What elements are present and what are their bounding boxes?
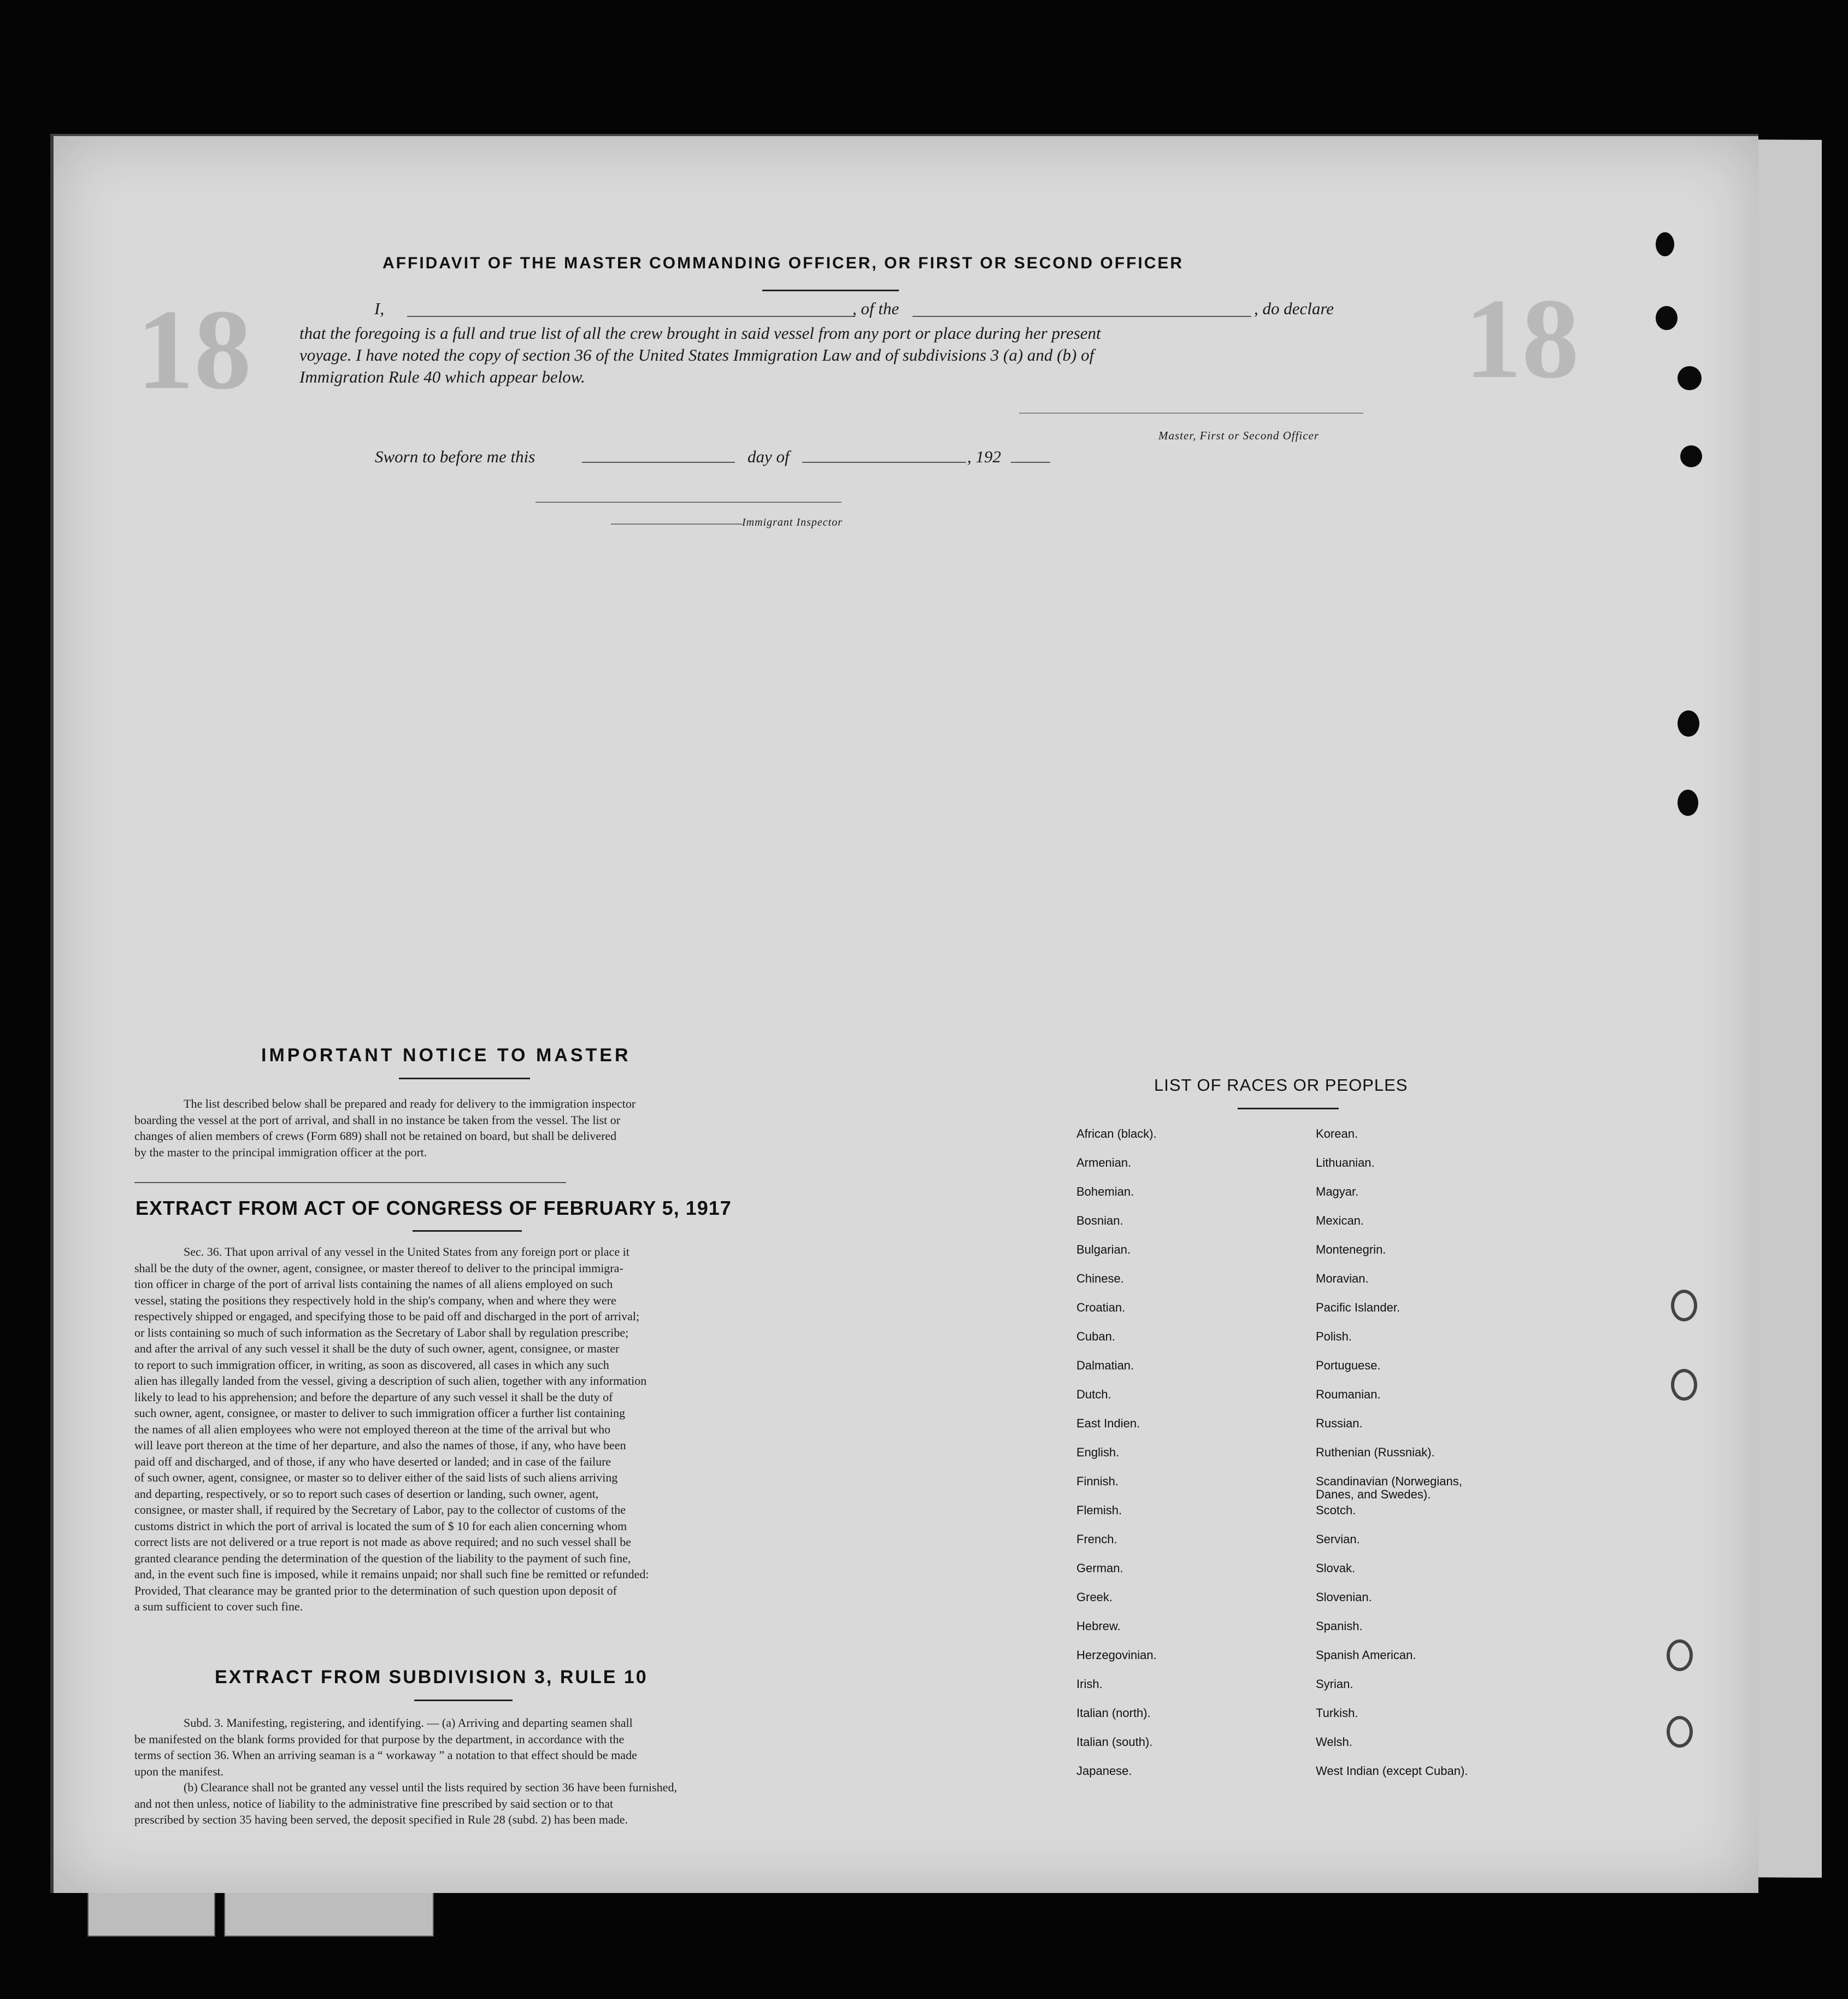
inspector-signature-field[interactable] <box>535 502 841 503</box>
race-item: Italian (south). <box>1076 1735 1153 1749</box>
race-item: Moravian. <box>1316 1272 1369 1285</box>
sworn-label: Sworn to before me this <box>375 447 535 466</box>
race-item: Bosnian. <box>1076 1214 1123 1227</box>
day-of-label: day of <box>748 447 790 466</box>
affidavit-statement-line: Immigration Rule 40 which appear below. <box>299 367 585 386</box>
extract-act-line: to report to such immigration officer, in writing, as soon as discovered, all cases in which any such <box>134 1357 609 1372</box>
master-signature-label: Master, First or Second Officer <box>1158 429 1320 442</box>
race-item: Lithuanian. <box>1316 1156 1375 1169</box>
extract-rule-underline <box>414 1700 513 1701</box>
extract-act-line: and after the arrival of any such vessel it shall be the duty of such owner, agent, consignee, or master <box>134 1342 620 1355</box>
race-item: Korean. <box>1316 1127 1358 1140</box>
race-item: Spanish American. <box>1316 1648 1416 1662</box>
race-item: English. <box>1076 1445 1120 1459</box>
race-item: Ruthenian (Russniak). <box>1316 1445 1435 1459</box>
extract-act-line: and departing, respectively, or so to report such cases of desertion or landing, such owner, agent, <box>134 1486 599 1501</box>
extract-act-line: and, in the event such fine is imposed, while it remains unpaid; nor shall such fine be remitted or refunded: <box>134 1567 649 1581</box>
notice-line: boarding the vessel at the port of arrival, and shall in no instance be taken from the vessel. The list or <box>134 1113 621 1127</box>
affidavit-statement-line: that the foregoing is a full and true list of all the crew brought in said vessel from any port or place during her present <box>299 324 1101 343</box>
notice-text <box>134 1096 786 1160</box>
race-item: Cuban. <box>1076 1330 1115 1343</box>
extract-rule-title: EXTRACT FROM SUBDIVISION 3, RULE 10 <box>215 1667 648 1688</box>
extract-act-line: paid off and discharged, and of those, if any who have deserted or landed; and in case of the failure <box>134 1454 611 1468</box>
sheet-number-right-stamp: 18 <box>1464 275 1579 402</box>
race-item: African (black). <box>1076 1127 1157 1140</box>
race-item: Armenian. <box>1076 1156 1132 1169</box>
extract-act-line: alien has illegally landed from the vessel, giving a description of such alien, together with any information <box>134 1374 647 1387</box>
extract-rule-line: (b) Clearance shall not be granted any vessel until the lists required by section 36 have been furnished, <box>184 1780 677 1794</box>
extract-act-line: tion officer in charge of the port of arrival lists containing the names of all aliens employed on such <box>134 1277 613 1291</box>
race-item: Bohemian. <box>1076 1185 1134 1198</box>
punch-hole <box>1678 710 1699 737</box>
extract-act-line: such owner, agent, consignee, or master to deliver to such immigration officer a further list containing <box>134 1406 626 1420</box>
extract-act-title: EXTRACT FROM ACT OF CONGRESS OF FEBRUARY 5, 1917 <box>136 1197 732 1219</box>
race-item: Syrian. <box>1316 1677 1353 1691</box>
punch-hole <box>1678 790 1698 816</box>
race-item: French. <box>1076 1532 1117 1546</box>
sworn-year-field[interactable] <box>1011 462 1050 463</box>
race-item: Portuguese. <box>1316 1359 1381 1372</box>
races-title-underline <box>1238 1108 1339 1109</box>
race-item: Scandinavian (Norwegians, Danes, and Swedes). <box>1316 1474 1462 1501</box>
extract-act-line: consignee, or master shall, if required by the Secretary of Labor, pay to the collector of customs of the <box>134 1503 626 1516</box>
extract-act-line: Sec. 36. That upon arrival of any vessel in the United States from any foreign port or place it <box>184 1245 629 1259</box>
punch-hole <box>1678 366 1702 390</box>
race-item: Japanese. <box>1076 1764 1132 1778</box>
race-item: Dutch. <box>1076 1387 1111 1401</box>
punch-hole <box>1671 1369 1697 1401</box>
race-item: Welsh. <box>1316 1735 1352 1749</box>
extract-act-line: customs district in which the port of arrival is located the sum of $ 10 for each alien concerning whom <box>134 1519 627 1533</box>
extract-rule-line: Subd. 3. Manifesting, registering, and identifying. — (a) Arriving and departing seamen shall <box>184 1716 633 1730</box>
sworn-month-field[interactable] <box>802 462 966 463</box>
race-item: Spanish. <box>1316 1619 1363 1633</box>
sheet-number-left-stamp: 18 <box>137 286 251 413</box>
race-item: Croatian. <box>1076 1301 1126 1314</box>
extract-act-text <box>134 1244 786 1615</box>
race-item: Russian. <box>1316 1416 1363 1430</box>
race-item: Dalmatian. <box>1076 1359 1134 1372</box>
punch-hole <box>1680 445 1702 467</box>
bottom-tab-left <box>87 1891 215 1937</box>
title-underline <box>762 290 899 291</box>
race-item: Italian (north). <box>1076 1706 1151 1720</box>
affiant-label: I, <box>374 299 385 318</box>
extract-act-line: the names of all alien employees who were not employed thereon at the time of the arrival but who <box>134 1422 611 1436</box>
race-item: Hebrew. <box>1076 1619 1121 1633</box>
affidavit-title: AFFIDAVIT OF THE MASTER COMMANDING OFFICER, OR FIRST OR SECOND OFFICER <box>382 254 1184 272</box>
notice-line: The list described below shall be prepared and ready for delivery to the immigration inspector <box>184 1097 636 1110</box>
extract-act-line: a sum sufficient to cover such fine. <box>134 1600 303 1613</box>
race-item: Finnish. <box>1076 1474 1119 1488</box>
race-item: Magyar. <box>1316 1185 1359 1198</box>
extract-act-line: of such owner, agent, consignee, or master so to deliver either of the said lists of such aliens arriving <box>134 1471 618 1484</box>
extract-act-line: respectively shipped or engaged, and specifying those to be paid off and discharged in the port of arrival; <box>134 1309 640 1323</box>
extract-act-underline <box>413 1230 522 1232</box>
race-item: Servian. <box>1316 1532 1360 1546</box>
extract-rule-line: and not then unless, notice of liability to the administrative fine prescribed by said section or to that <box>134 1796 614 1810</box>
extract-act-line: will leave port thereon at the time of her departure, and also the names of those, if any, who have been <box>134 1438 626 1452</box>
race-item: Bulgarian. <box>1076 1243 1131 1256</box>
of-the-label: , of the <box>852 299 899 318</box>
race-item: Herzegovinian. <box>1076 1648 1157 1662</box>
year-label: , 192 <box>967 447 1001 466</box>
extract-act-line: vessel, stating the positions they respectively hold in the ship's company, when and where they were <box>134 1293 616 1307</box>
races-left-column <box>1076 1127 1306 1794</box>
vessel-name-field[interactable] <box>913 316 1251 317</box>
master-signature-field[interactable] <box>1019 413 1363 414</box>
inspector-label: Immigrant Inspector <box>742 516 843 528</box>
sworn-day-field[interactable] <box>582 462 735 463</box>
extract-rule-line: be manifested on the blank forms provided for that purpose by the department, in accordance with the <box>134 1732 625 1746</box>
extract-rule-line: terms of section 36. When an arriving seaman is a “ workaway ” a notation to that effect should be made <box>134 1748 637 1762</box>
race-item: Roumanian. <box>1316 1387 1381 1401</box>
race-item: Montenegrin. <box>1316 1243 1386 1256</box>
race-item: German. <box>1076 1561 1123 1575</box>
extract-act-line: shall be the duty of the owner, agent, consignee, or master thereof to deliver to the principal immigra- <box>134 1261 623 1275</box>
extract-act-line: Provided, That clearance may be granted prior to the determination of such question upon deposit of <box>134 1583 617 1597</box>
extract-act-line: granted clearance pending the determination of the question of the liability to the payment of such fine, <box>134 1551 631 1565</box>
race-item: Scotch. <box>1316 1503 1356 1517</box>
races-right-column <box>1316 1127 1562 1794</box>
race-item: Slovenian. <box>1316 1590 1372 1604</box>
race-item: Chinese. <box>1076 1272 1124 1285</box>
punch-hole <box>1656 306 1678 330</box>
punch-hole <box>1656 232 1674 256</box>
notice-line: by the master to the principal immigration officer at the port. <box>134 1145 427 1159</box>
notice-title-underline <box>399 1078 530 1079</box>
inspector-underline <box>611 524 742 525</box>
notice-title: IMPORTANT NOTICE TO MASTER <box>261 1045 631 1066</box>
race-item: Slovak. <box>1316 1561 1356 1575</box>
notice-bottom-rule <box>134 1182 566 1183</box>
race-item: Turkish. <box>1316 1706 1358 1720</box>
race-item: Flemish. <box>1076 1503 1122 1517</box>
affidavit-statement-line: voyage. I have noted the copy of section 36 of the United States Immigration Law and of subdivisions 3 (a) and (b) of <box>299 345 1094 364</box>
extract-act-line: or lists containing so much of such information as the Secretary of Labor shall by regulation prescribe; <box>134 1325 629 1339</box>
extract-rule-line: prescribed by section 35 having been served, the deposit specified in Rule 28 (subd. 2) has been made. <box>134 1813 628 1826</box>
punch-hole <box>1671 1290 1697 1321</box>
race-item: Greek. <box>1076 1590 1113 1604</box>
race-item: Irish. <box>1076 1677 1103 1691</box>
race-item: Mexican. <box>1316 1214 1364 1227</box>
race-item: West Indian (except Cuban). <box>1316 1764 1468 1778</box>
race-item: Pacific Islander. <box>1316 1301 1400 1314</box>
race-item: East Indien. <box>1076 1416 1140 1430</box>
extract-act-line: likely to lead to his apprehension; and before the departure of any such vessel it shall be the duty of <box>134 1390 613 1404</box>
races-title: LIST OF RACES OR PEOPLES <box>1154 1075 1408 1095</box>
notice-line: changes of alien members of crews (Form 689) shall not be retained on board, but shall be delivered <box>134 1129 617 1143</box>
race-item: Polish. <box>1316 1330 1352 1343</box>
affiant-name-field[interactable] <box>407 316 855 317</box>
do-declare-label: , do declare <box>1254 299 1334 318</box>
punch-hole <box>1667 1639 1693 1671</box>
extract-act-line: correct lists are not delivered or a true report is not made as above required; and no such vessel shall be <box>134 1535 632 1549</box>
bottom-tab-right <box>224 1891 434 1937</box>
punch-hole <box>1667 1716 1693 1748</box>
extract-rule-line: upon the manifest. <box>134 1764 224 1778</box>
extract-rule-text <box>134 1715 786 1828</box>
